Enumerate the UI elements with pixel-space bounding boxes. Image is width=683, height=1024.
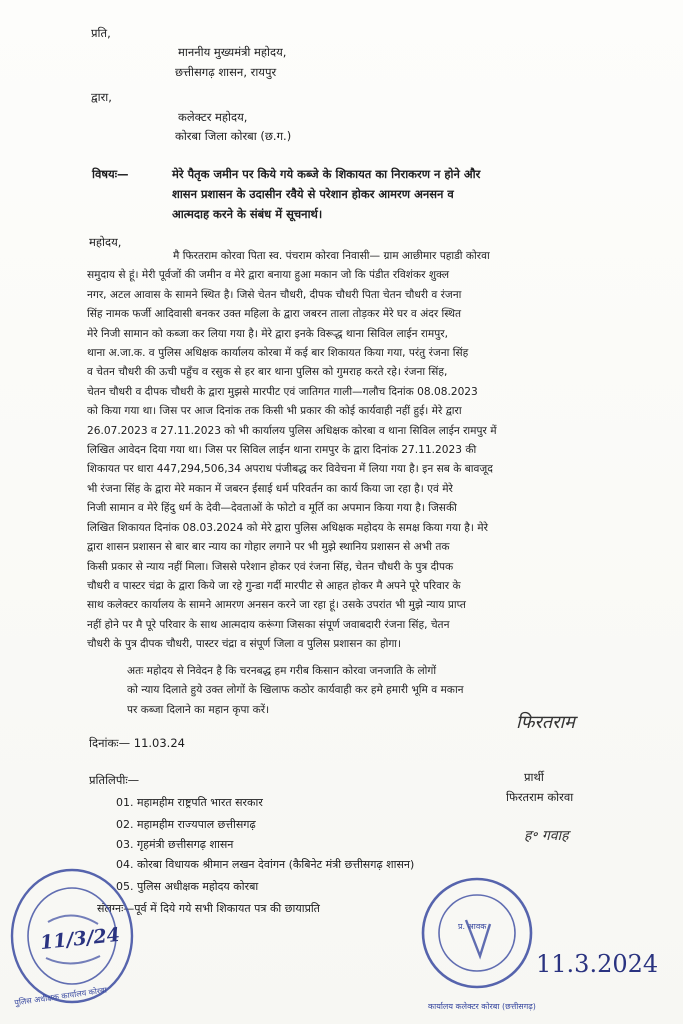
body-line: 26.07.2023 व 27.11.2023 को भी कार्यालय पुलिस अधिक्षक कोरबा व थाना सिविल लाईन रामपुर में [87,424,497,437]
body-line: मेरे निजी सामान को कब्जा कर लिया गया है। मेरे द्वारा इनके विरूद्ध थाना सिविल लाईन रामपुर, [87,327,448,340]
right-stamp-label: कार्यालय कलेक्टर कोरबा (छत्तीसगढ़) [428,1002,536,1011]
left-stamp-label: पुलिस अधीक्षक कार्यालय कोरबा [13,985,108,1008]
body-line: लिखित शिकायत दिनांक 08.03.2024 को मेरे द्वारा पुलिस अधिक्षक महोदय के समक्ष किया गया है। मेरे [87,521,488,534]
stamp-handwritten-date: 11.3.2024 [536,950,659,978]
body-line: साथ कलेक्टर कार्यालय के सामने आमरण अनसन करने जा रहा हूं। उसके उपरांत भी मुझे न्याय प्राप्त [87,599,466,612]
recipient-line-1: माननीय मुख्यमंत्री महोदय, [178,45,287,59]
body-line: किसी प्रकार से न्याय नहीं मिला। जिससे परेशान होकर एवं रंजना सिंह, चेतन चौधरी के पुत्र दीपक [87,560,454,573]
subject-label: विषयः— [92,167,129,181]
body-line: चौधरी के पुत्र दीपक चौधरी, पास्टर चंद्रा व संपूर्ण जिला व पुलिस प्रशासन का होगा। [87,638,402,651]
body-line: नहीं होने पर मै पूरे परिवार के साथ आत्मदाय करूंगा जिसका संपूर्ण जवाबदारी रंजना सिंह, चेतन [87,618,450,631]
copy-item: 04. कोरबा विधायक श्रीमान लखन देवांगन (कैबिनेट मंत्री छत्तीसगढ़ शासन) [116,858,415,871]
body-line: द्वारा शासन प्रशासन से बार बार न्याय का गोहार लगाने पर भी मुझे स्थानिय प्रशासन से अभी तक [87,541,450,554]
closing-line: पर कब्जा दिलाने का महान कृपा करें। [127,703,270,716]
body-line: चौधरी व पास्टर चंद्रा के द्वारा किये जा रहे गुन्डा गर्दी मारपीट से आहत होकर मै अपने पूरे परिवार के [87,579,461,592]
copy-item: 05. पुलिस अधीक्षक महोदय कोरबा [116,880,259,893]
body-line: लिखित आवेदन दिया गया था। जिस पर सिविल लाईन थाना रामपुर के द्वारा दिनांक 27.11.2023 की [87,444,477,457]
body-line: निजी सामान व मेरे हिंदु धर्म के देवी—देवताओं के फोटो व मूर्ति का अपमान किया गया है। जिसकी [87,502,457,515]
recipient-line-2: छत्तीसगढ़ शासन, रायपुर [175,65,277,79]
subject-line-2: शासन प्रशासन के उदासीन रवैये से परेशान होकर आमरण अनसन व [172,187,454,201]
body-line: भी रंजना सिंह के द्वारा मेरे मकान में जबरन ईसाई धर्म परिवर्तन का कार्य किया जा रहा है। एवं मेरे [87,482,453,495]
letter-date: दिनांकः— 11.03.24 [89,736,185,750]
applicant-signature: फिरतराम [516,712,575,733]
via-line-1: कलेक्टर महोदय, [178,110,248,124]
closing-line: अतः महोदय से निवेदन है कि चरनबद्ध हम गरीब किसान कोरवा जनजाति के लोगों [127,665,437,677]
body-line: शिकायत पर धारा 447,294,506,34 अपराध पंजीबद्ध कर विवेचना में लिया गया है। इन सब के बावजूद [87,463,493,476]
body-line: नगर, अटल आवास के सामने स्थित है। जिसे चेतन चौधरी, दीपक चौधरी पिता चेतन चौधरी व रंजना [87,288,462,301]
salutation: महोदय, [89,235,122,249]
body-line: को किया गया था। जिस पर आज दिनांक तक किसी भी प्रकार की कोई कार्यवाही नहीं हुई। मेरे द्वारा [87,405,462,418]
body-line: सिंह नामक फर्जी आदिवासी बनकर उक्त महिला के द्वारा जबरन ताला तोड़कर मेरे घर व अंदर स्थित [87,308,462,321]
left-stamp-date: 11/3/24 [39,923,121,955]
applicant-label: प्रार्थी [524,770,544,784]
subject-line-3: आत्मदाह करने के संबंध में सूचनार्थ। [172,207,323,221]
dwara-label: द्वारा, [91,90,112,104]
body-line: थाना अ.जा.क. व पुलिस अधिक्षक कार्यालय कोरबा में कई बार शिकायत किया गया, परंतु रंजना सिंह [87,347,469,360]
copy-footer: संलग्नः—पूर्व में दिये गये सभी शिकायत पत्र की छायाप्रति [97,902,320,915]
body-line: चेतन चौधरी व दीपक चौधरी के द्वारा मुझसे मारपीट एवं जातिगत गाली—गलौच दिनांक 08.08.2023 [87,385,478,398]
witness-note: ह॰ गवाह [524,828,569,844]
prati-label: प्रति, [91,26,111,40]
copy-item: 02. महामहीम राज्यपाल छत्तीसगढ़ [116,818,256,831]
copy-item: 01. महामहीम राष्ट्रपति भारत सरकार [116,796,263,809]
copy-title: प्रतिलिपीः— [89,773,140,787]
closing-line: को न्याय दिलाते हुये उक्त लोगों के खिलाफ कठोर कार्यवाही कर हमे हमारी भूमि व मकान [127,684,464,697]
body-line: समुदाय से हूं। मेरी पूर्वजों की जमीन व मेरे द्वारा बनाया हुआ मकान जो कि पंडीत रविशंकर शुक्ल [87,269,450,282]
body-line: मै फिरतराम कोरवा पिता स्व. पंचराम कोरवा निवासी— ग्राम आछीमार पहाडी कोरवा [173,250,490,262]
copy-item: 03. गृहमंत्री छत्तीसगढ़ शासन [116,838,234,851]
via-line-2: कोरबा जिला कोरबा (छ.ग.) [175,129,292,143]
right-stamp-inner: प्र. आवक [458,922,487,931]
applicant-name: फिरतराम कोरवा [506,790,574,804]
subject-line-1: मेरे पैतृक जमीन पर किये गये कब्जे के शिकायत का निराकरण न होने और [172,167,481,181]
body-line: व चेतन चौधरी की ऊची पहुँच व रसुक से हर बार थाना पुलिस को गुमराह करते रहे। रंजना सिंह, [87,366,448,379]
body-paragraph [87,247,615,655]
